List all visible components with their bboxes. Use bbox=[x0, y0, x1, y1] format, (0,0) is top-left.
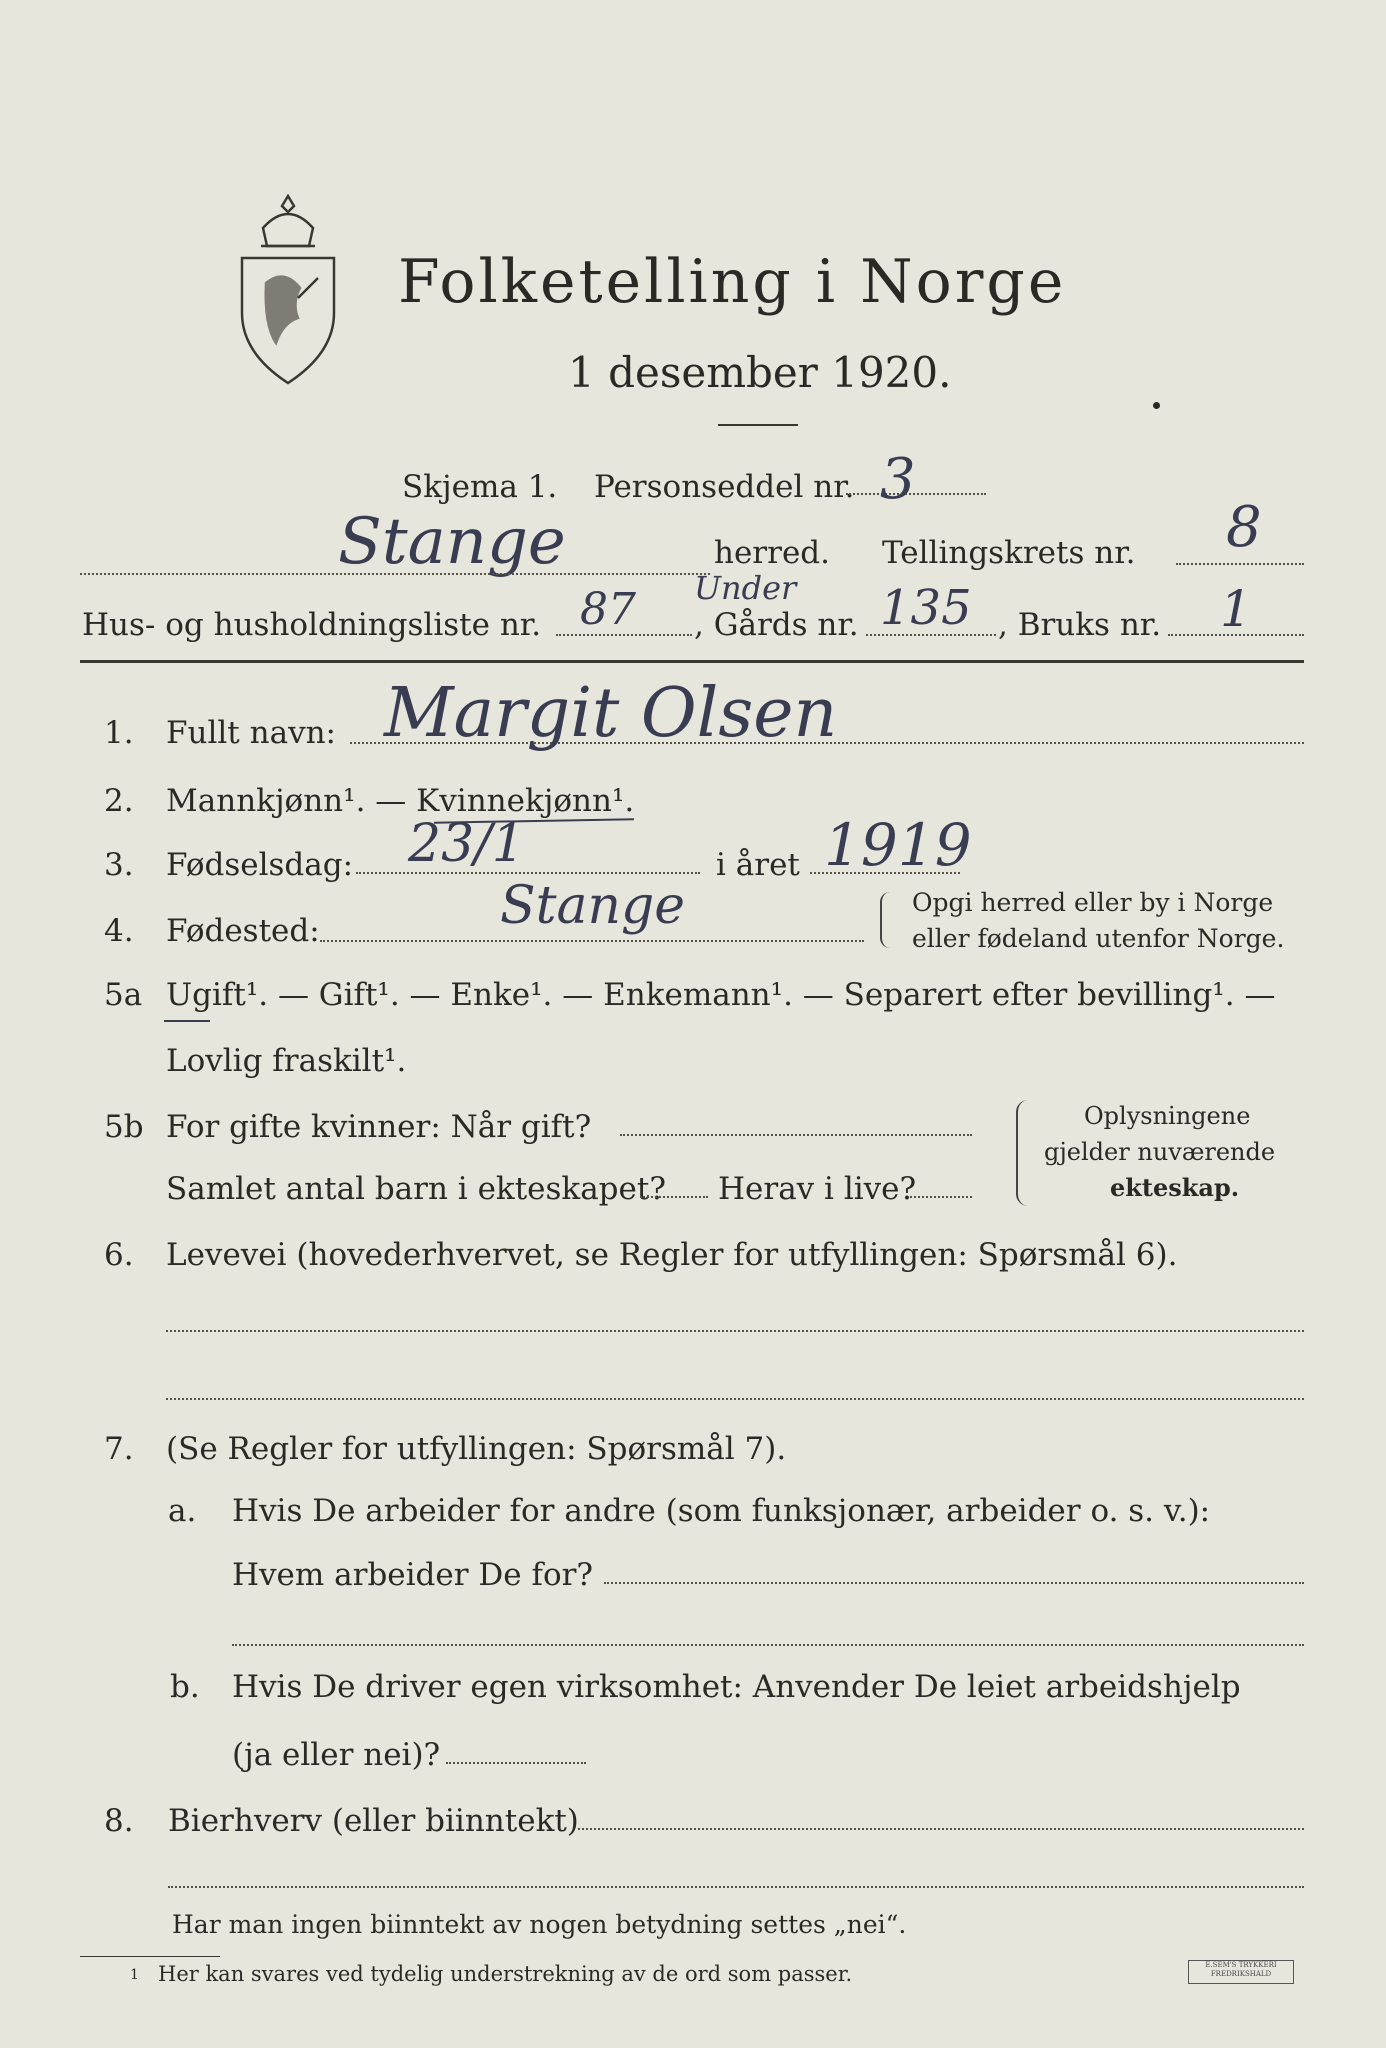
q6-number: 6. bbox=[104, 1237, 134, 1273]
q2-number: 2. bbox=[104, 783, 134, 819]
q5b-number: 5b bbox=[104, 1109, 144, 1145]
q5a-marital-options: Ugift¹. — Gift¹. — Enke¹. — Enkemann¹. — Separert efter bevilling¹. — bbox=[166, 977, 1276, 1013]
herred-line bbox=[80, 573, 710, 575]
under-note: Under bbox=[694, 569, 797, 607]
q4-label: Fødested: bbox=[166, 913, 320, 949]
q7a-employer-label: Hvem arbeider De for? bbox=[232, 1557, 594, 1593]
printer-stamp-line2: FREDRIKSHALD bbox=[1210, 1970, 1272, 1978]
q1-full-name: Margit Olsen bbox=[384, 674, 838, 753]
q4-brace bbox=[880, 892, 892, 948]
q4-birthplace: Stange bbox=[500, 876, 686, 936]
q6-line-1 bbox=[166, 1330, 1304, 1332]
q5a-number: 5a bbox=[104, 977, 143, 1013]
q3-year-label: i året bbox=[716, 847, 800, 883]
q6-label: Levevei (hovederhvervet, se Regler for utfyllingen: Spørsmål 6). bbox=[166, 1237, 1178, 1273]
schema-label: Skjema 1. bbox=[402, 469, 558, 505]
q7-number: 7. bbox=[104, 1431, 134, 1467]
q5b-married-line bbox=[620, 1134, 972, 1136]
q8-number: 8. bbox=[104, 1803, 134, 1839]
q5b-note-1: Oplysningene bbox=[1084, 1102, 1251, 1130]
q5b-alive-label: Herav i live? bbox=[718, 1171, 917, 1207]
personseddel-line bbox=[846, 493, 986, 495]
q7b-answer-label: (ja eller nei)? bbox=[232, 1737, 441, 1773]
norway-coat-of-arms-icon bbox=[228, 188, 348, 388]
herred-label: herred. bbox=[714, 535, 830, 571]
q5b-note-3: ekteskap. bbox=[1110, 1173, 1240, 1202]
q5b-children-line bbox=[640, 1196, 708, 1198]
q5b-label: For gifte kvinner: Når gift? bbox=[166, 1109, 592, 1145]
tellingskrets-label: Tellingskrets nr. bbox=[882, 535, 1136, 571]
q1-number: 1. bbox=[104, 715, 134, 751]
printer-stamp-line1: E.SEM'S TRYKKERI bbox=[1205, 1961, 1277, 1969]
q8-line-2 bbox=[168, 1886, 1304, 1888]
footnote-divider bbox=[80, 1956, 220, 1957]
q3-birth-year: 1919 bbox=[824, 811, 972, 879]
q3-number: 3. bbox=[104, 847, 134, 883]
q5b-alive-line bbox=[910, 1196, 972, 1198]
gards-label: , Gårds nr. bbox=[694, 607, 859, 643]
q5a-underline-ugift bbox=[164, 1020, 210, 1022]
q8-label: Bierhverv (eller biinntekt) bbox=[168, 1803, 579, 1839]
tellingskrets-line bbox=[1176, 563, 1304, 565]
bruks-value: 1 bbox=[1220, 580, 1252, 638]
q5b-children-label: Samlet antal barn i ekteskapet? bbox=[166, 1171, 666, 1207]
q7-label: (Se Regler for utfyllingen: Spørsmål 7). bbox=[166, 1431, 787, 1467]
q7a-letter: a. bbox=[168, 1493, 197, 1529]
hus-value: 87 bbox=[580, 584, 636, 635]
q4-number: 4. bbox=[104, 913, 134, 949]
q5b-note-2: gjelder nuværende bbox=[1044, 1138, 1276, 1166]
q3-label: Fødselsdag: bbox=[166, 847, 354, 883]
ink-dot bbox=[1153, 402, 1160, 409]
q5b-brace bbox=[1016, 1100, 1028, 1206]
q7a-label: Hvis De arbeider for andre (som funksjonær, arbeider o. s. v.): bbox=[232, 1493, 1211, 1529]
q1-label: Fullt navn: bbox=[166, 715, 336, 751]
bruks-label: , Bruks nr. bbox=[998, 607, 1162, 643]
q4-note-1: Opgi herred eller by i Norge bbox=[912, 888, 1274, 917]
printer-stamp bbox=[1188, 1960, 1294, 1984]
q7b-answer-line bbox=[446, 1762, 586, 1764]
q5a-marital-options-2: Lovlig fraskilt¹. bbox=[166, 1043, 407, 1079]
footnote-mark: 1 bbox=[130, 1967, 139, 1983]
herred-value: Stange bbox=[338, 505, 566, 579]
hus-label: Hus- og husholdningsliste nr. bbox=[82, 607, 542, 643]
q3-birth-day: 23/1 bbox=[408, 814, 525, 874]
gards-value: 135 bbox=[880, 580, 972, 636]
q4-note-2: eller fødeland utenfor Norge. bbox=[912, 924, 1285, 953]
footnote-text: Her kan svares ved tydelig understrekning av de ord som passer. bbox=[158, 1962, 853, 1986]
q7b-label: Hvis De driver egen virksomhet: Anvender De leiet arbeidshjelp bbox=[232, 1669, 1241, 1705]
header-divider bbox=[80, 660, 1304, 663]
q7a-employer-line bbox=[604, 1582, 1304, 1584]
personseddel-value: 3 bbox=[880, 447, 916, 512]
q7a-employer-line-2 bbox=[232, 1644, 1304, 1646]
q4-line bbox=[320, 940, 864, 942]
q2-gender-options: Mannkjønn¹. — Kvinnekjønn¹. bbox=[166, 783, 635, 819]
q8-note: Har man ingen biinntekt av nogen betydning settes „nei“. bbox=[172, 1910, 907, 1939]
q7b-letter: b. bbox=[170, 1669, 200, 1705]
page-title: Folketelling i Norge bbox=[398, 247, 1067, 317]
q6-line-2 bbox=[166, 1398, 1304, 1400]
q8-line bbox=[578, 1828, 1304, 1830]
tellingskrets-value: 8 bbox=[1226, 495, 1262, 560]
title-divider bbox=[718, 424, 798, 426]
personseddel-label: Personseddel nr. bbox=[594, 469, 855, 505]
census-date: 1 desember 1920. bbox=[568, 348, 952, 397]
